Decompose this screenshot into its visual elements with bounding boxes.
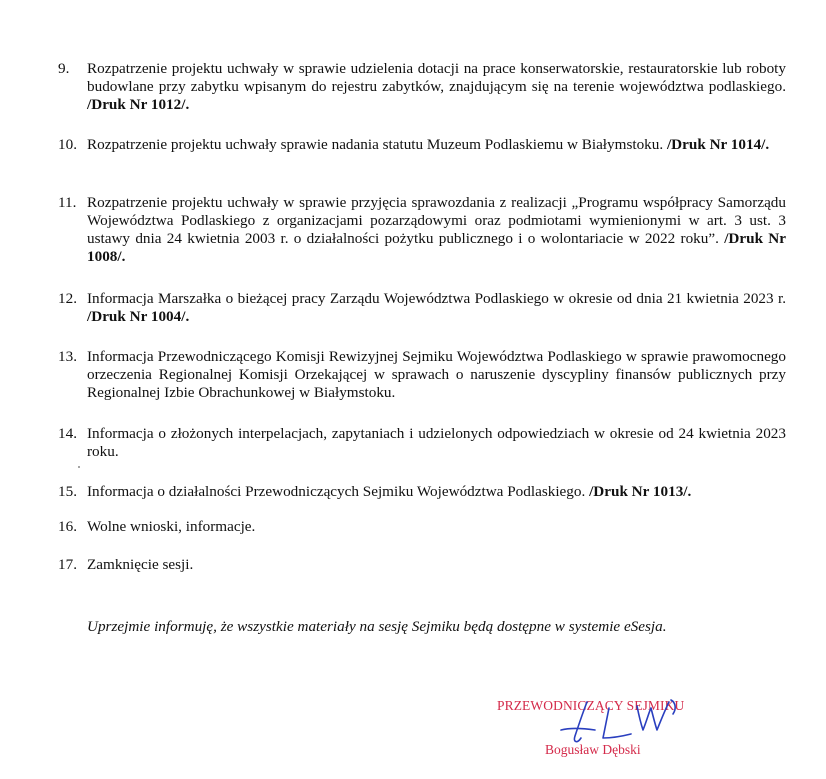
druk-reference: /Druk Nr 1014/. [666, 136, 770, 153]
item-number: 10. [58, 136, 77, 153]
druk-reference: /Druk Nr 1008/. [87, 230, 787, 265]
item-text [87, 136, 786, 154]
item-number: 15. [58, 483, 77, 500]
chairman-name: Bogusław Dębski [545, 742, 641, 757]
item-description: Rozpatrzenie projektu uchwały w sprawie przyjęcia sprawozdania z realizacji „Programu współpracy Samorządu Województwa Podlaskiego z organizacjami pozarządowymi oraz podmiotami wymienionymi w art. 3 ust. 3 ustawy dnia 24 kwietnia 2003 r. o działalności pożytku publicznego i o wolontariacie w 2022 roku”. [87, 194, 786, 247]
item-text [87, 518, 786, 536]
item-description: Informacja Przewodniczącego Komisji Rewizyjnej Sejmiku Województwa Podlaskiego w sprawie prawomocnego orzeczenia Regionalnej Komisji Orzekającej w sprawach o naruszenie dyscypliny finansów publicznych przy Regionalnej Izbie Obrachunkowej w Białymstoku. [87, 348, 786, 401]
item-description: Rozpatrzenie projektu uchwały sprawie nadania statutu Muzeum Podlaskiemu w Białymstoku. [87, 136, 667, 153]
materials-notice: Uprzejmie informuję, że wszystkie materiały na sesję Sejmiku będą dostępne w systemie eSesja. [87, 618, 667, 635]
item-description: Wolne wnioski, informacje. [87, 518, 256, 535]
scan-speck [78, 466, 80, 468]
druk-reference: /Druk Nr 1013/. [589, 483, 692, 500]
agenda-item-14 [58, 425, 786, 461]
item-text [87, 60, 786, 114]
agenda-item-9 [58, 60, 786, 114]
agenda-item-13 [58, 348, 786, 402]
item-number: 11. [58, 194, 77, 211]
agenda-item-17 [58, 556, 786, 574]
item-number: 9. [58, 60, 70, 77]
item-number: 16. [58, 518, 77, 535]
item-text [87, 348, 786, 402]
item-description: Informacja Marszałka o bieżącej pracy Zarządu Województwa Podlaskiego w okresie od dnia 21 kwietnia 2023 r. [87, 290, 786, 307]
agenda-item-15 [58, 483, 786, 501]
item-description: Rozpatrzenie projektu uchwały w sprawie udzielenia dotacji na prace konserwatorskie, restauratorskie lub roboty budowlane przy zabytku wpisanym do rejestru zabytków, znajdującym się na terenie województwa podlaskiego. [87, 60, 786, 95]
chairman-title: PRZEWODNICZĄCY SEJMIKU [497, 698, 685, 713]
agenda-item-16 [58, 518, 786, 536]
item-description: Informacja o złożonych interpelacjach, zapytaniach i udzielonych odpowiedziach w okresie od 24 kwietnia 2023 roku. [87, 425, 786, 460]
item-number: 12. [58, 290, 77, 307]
item-text [87, 556, 786, 574]
item-number: 13. [58, 348, 77, 365]
druk-reference: /Druk Nr 1012/. [87, 96, 190, 113]
agenda-item-12 [58, 290, 786, 326]
agenda-item-10 [58, 136, 786, 154]
item-description: Informacja o działalności Przewodniczących Sejmiku Województwa Podlaskiego. [87, 483, 590, 500]
item-text [87, 290, 786, 326]
druk-reference: /Druk Nr 1004/. [87, 308, 190, 325]
item-description: Zamknięcie sesji. [87, 556, 194, 573]
item-text [87, 425, 786, 461]
item-text [87, 483, 786, 501]
item-number: 14. [58, 425, 77, 442]
item-text [87, 194, 786, 266]
item-number: 17. [58, 556, 77, 573]
agenda-item-11 [58, 194, 786, 266]
